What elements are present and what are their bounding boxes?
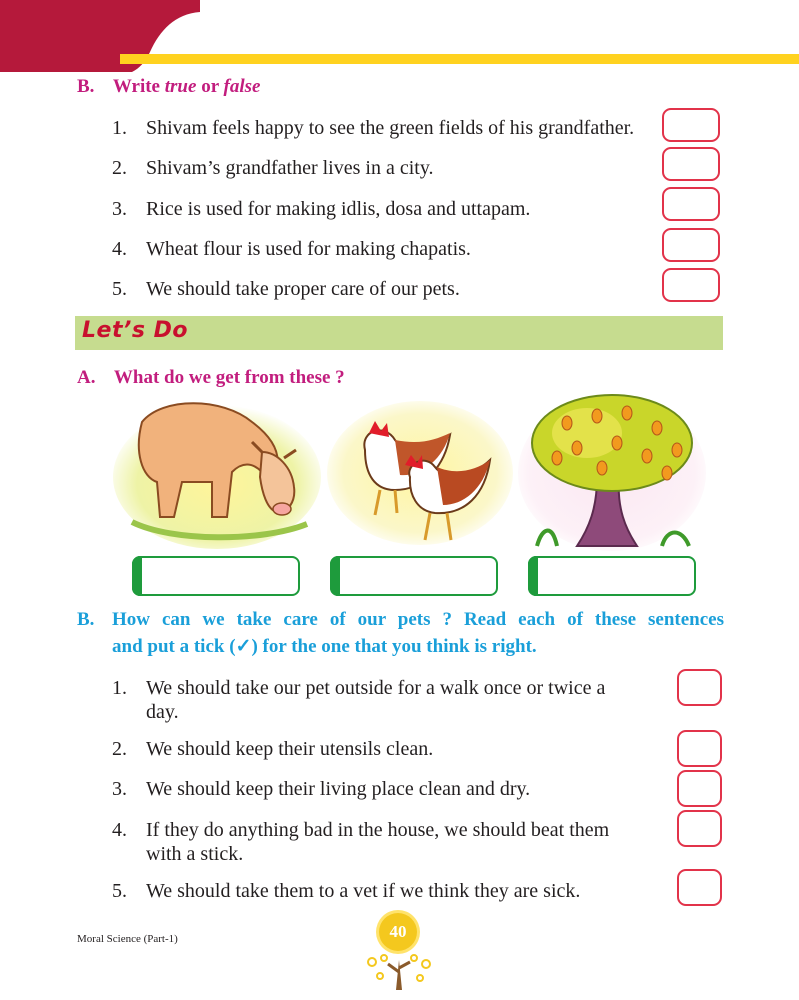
tick-box[interactable] xyxy=(677,810,722,847)
header-yellow-bar xyxy=(120,54,799,64)
title-prefix: Write xyxy=(112,76,160,97)
cow-image xyxy=(112,392,322,552)
tree-decoration-icon xyxy=(362,950,436,998)
tick-box[interactable] xyxy=(677,669,722,706)
title-false: false xyxy=(223,76,261,97)
section-b2-letter: B. xyxy=(77,609,95,630)
mango-tree-image xyxy=(517,388,707,553)
answer-box[interactable] xyxy=(662,228,720,262)
tick-box[interactable] xyxy=(677,869,722,906)
section-letter: B. xyxy=(77,76,95,97)
answer-box[interactable] xyxy=(132,556,300,596)
list-item: 1. Shivam feels happy to see the green fields of his grandfather. xyxy=(112,117,635,139)
answer-box[interactable] xyxy=(662,268,720,302)
answer-box[interactable] xyxy=(662,187,720,221)
list-item: 4. If they do anything bad in the house, we should beat them with a stick. xyxy=(112,819,610,865)
list-item: 1. We should take our pet outside for a walk once or twice a day. xyxy=(112,677,606,723)
title-or: or xyxy=(201,76,219,97)
tick-box[interactable] xyxy=(677,730,722,767)
list-item: 5. We should take proper care of our pets. xyxy=(112,278,460,300)
hens-image xyxy=(325,395,515,550)
list-item: 2. Shivam’s grandfather lives in a city. xyxy=(112,157,434,179)
answer-box[interactable] xyxy=(528,556,696,596)
section-a-title: A. What do we get from these ? xyxy=(77,367,345,388)
answer-box[interactable] xyxy=(662,108,720,142)
list-item: 5. We should take them to a vet if we think they are sick. xyxy=(112,880,581,902)
list-item: 3. Rice is used for making idlis, dosa and uttapam. xyxy=(112,198,531,220)
title-true: true xyxy=(164,76,197,97)
page-number: 40 xyxy=(379,913,417,951)
lets-do-title: Let’s Do xyxy=(82,318,188,343)
tick-box[interactable] xyxy=(677,770,722,807)
list-item: 4. Wheat flour is used for making chapatis. xyxy=(112,238,471,260)
answer-box[interactable] xyxy=(330,556,498,596)
section-b2-title: How can we take care of our pets ? Read each of these sentences and put a tick (✓) for the one that you think is right. xyxy=(112,609,724,657)
list-item: 3. We should keep their living place clean and dry. xyxy=(112,778,531,800)
answer-box[interactable] xyxy=(662,147,720,181)
list-item: 2. We should keep their utensils clean. xyxy=(112,738,434,760)
section-b-title xyxy=(77,76,260,98)
book-title: Moral Science (Part-1) xyxy=(77,933,178,945)
